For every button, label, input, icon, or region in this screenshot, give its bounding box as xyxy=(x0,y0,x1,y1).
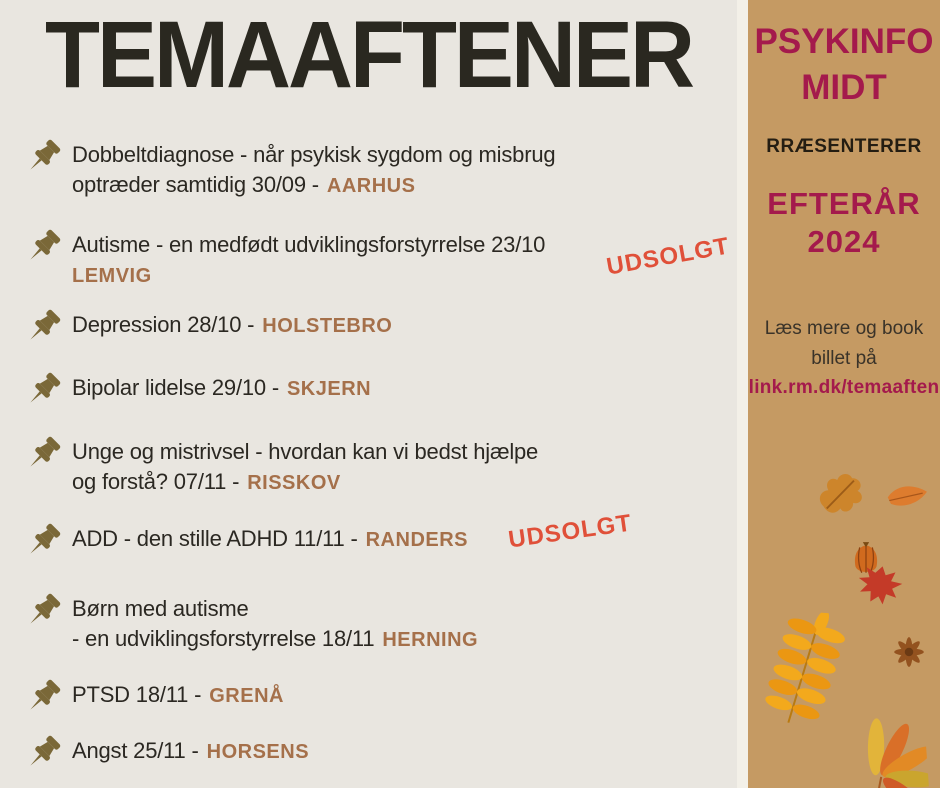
brand-name-line2: MIDT xyxy=(801,68,887,107)
booking-info-line2: billet på xyxy=(811,348,877,369)
event-line xyxy=(72,680,284,711)
pushpin-icon xyxy=(18,672,69,723)
event-text xyxy=(72,736,309,767)
soldout-badge: UDSOLGT xyxy=(506,509,634,554)
event-row xyxy=(26,140,555,201)
event-text xyxy=(72,524,468,555)
event-city: GRENÅ xyxy=(209,685,284,707)
pushpin-icon xyxy=(18,516,69,567)
small-leaf-icon xyxy=(884,477,930,517)
event-text xyxy=(72,680,284,711)
event-line: Børn med autisme xyxy=(72,596,249,621)
event-row xyxy=(26,524,468,560)
event-line xyxy=(72,736,309,767)
soldout-badge: UDSOLGT xyxy=(604,232,732,281)
event-text xyxy=(72,373,371,404)
event-line xyxy=(72,170,555,201)
season-line1: EFTERÅR xyxy=(767,186,921,221)
event-city: RISSKOV xyxy=(247,472,341,494)
event-line-text: ADD - den stille ADHD 11/11 - xyxy=(72,526,358,551)
booking-info-line1: Læs mere og book xyxy=(764,318,924,339)
event-line: Unge og mistrivsel - hvordan kan vi bedst hjælpe xyxy=(72,439,539,464)
poster-title: TEMAAFTENER xyxy=(45,3,692,109)
event-text xyxy=(72,230,545,291)
event-row xyxy=(26,310,392,346)
divider xyxy=(737,0,748,788)
event-city: HERNING xyxy=(382,629,479,651)
pushpin-icon xyxy=(18,586,69,637)
event-line xyxy=(72,524,468,555)
event-line-text: PTSD 18/11 - xyxy=(72,682,202,707)
season-line2: 2024 xyxy=(807,224,881,259)
event-text xyxy=(72,437,538,498)
event-line xyxy=(72,467,538,498)
event-city: LEMVIG xyxy=(72,265,152,287)
event-city: RANDERS xyxy=(365,529,469,551)
event-row xyxy=(26,680,284,716)
star-anise-icon xyxy=(891,636,927,668)
pushpin-icon xyxy=(18,132,69,183)
event-line xyxy=(72,373,371,404)
event-line-text: Bipolar lidelse 29/10 - xyxy=(72,375,279,400)
event-row xyxy=(26,594,478,655)
booking-link[interactable]: link.rm.dk/temaaften xyxy=(748,377,940,398)
oak-leaf-icon xyxy=(811,463,875,525)
pushpin-icon xyxy=(18,302,69,353)
event-city: HORSENS xyxy=(206,741,310,763)
event-row xyxy=(26,230,545,291)
event-line-text: Angst 25/11 - xyxy=(72,738,199,763)
event-text xyxy=(72,594,478,655)
event-line-text: Depression 28/10 - xyxy=(72,312,255,337)
event-line-text: og forstå? 07/11 - xyxy=(72,469,240,494)
event-city: HOLSTEBRO xyxy=(262,315,393,337)
event-city: SKJERN xyxy=(286,378,372,400)
creeper-leaf-icon xyxy=(816,680,931,788)
event-text xyxy=(72,310,392,341)
event-text xyxy=(72,140,555,201)
event-row xyxy=(26,736,309,772)
pushpin-icon xyxy=(18,728,69,779)
event-line-text: - en udviklingsforstyrrelse 18/11 xyxy=(72,626,375,651)
event-row xyxy=(26,437,538,498)
event-city: AARHUS xyxy=(326,175,416,197)
maple-leaf-icon xyxy=(853,561,906,609)
event-line xyxy=(72,624,478,655)
pushpin-icon xyxy=(18,365,69,416)
event-row xyxy=(26,373,371,409)
event-line xyxy=(72,310,392,341)
pushpin-icon xyxy=(18,429,69,480)
sidebar xyxy=(748,0,940,788)
event-line xyxy=(72,260,545,291)
brand-name-line1: PSYKINFO xyxy=(754,22,934,61)
event-line: Autisme - en medfødt udviklingsforstyrrelse 23/10 xyxy=(72,232,546,257)
pushpin-icon xyxy=(18,222,69,273)
presents-label: RRÆSENTERER xyxy=(766,136,922,157)
event-line-text: optræder samtidig 30/09 - xyxy=(72,172,319,197)
event-line: Dobbeltdiagnose - når psykisk sygdom og misbrug xyxy=(72,142,556,167)
